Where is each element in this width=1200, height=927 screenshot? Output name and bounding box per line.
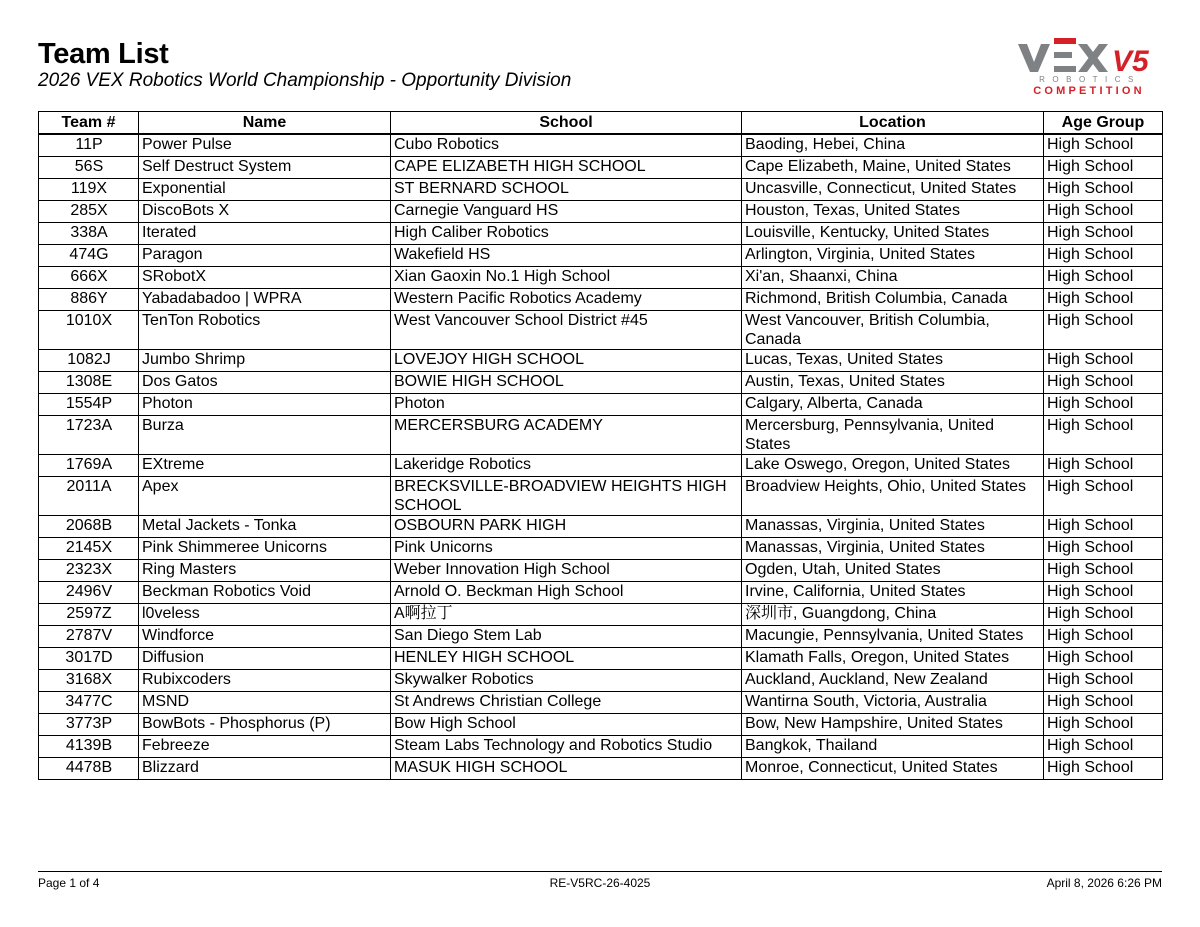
cell-team-name: SRobotX [139,267,391,289]
generated-date: April 8, 2026 6:26 PM [1046,876,1162,890]
cell-team-name: Apex [139,477,391,516]
cell-team-name: Paragon [139,245,391,267]
cell-team-name: Yabadabadoo | WPRA [139,289,391,311]
cell-location: Macungie, Pennsylvania, United States [742,626,1044,648]
cell-team-number: 1308E [39,372,139,394]
cell-location: Wantirna South, Victoria, Australia [742,692,1044,714]
table-row [39,350,1163,372]
cell-school: MERCERSBURG ACADEMY [391,416,742,455]
cell-team-number: 474G [39,245,139,267]
column-header-school: School [391,112,742,135]
cell-team-number: 3168X [39,670,139,692]
cell-team-name: EXtreme [139,455,391,477]
logo-robotics-text: ROBOTICS [1039,75,1141,84]
cell-age-group: High School [1044,477,1163,516]
cell-team-name: MSND [139,692,391,714]
cell-team-number: 3477C [39,692,139,714]
cell-location: Auckland, Auckland, New Zealand [742,670,1044,692]
cell-age-group: High School [1044,394,1163,416]
table-row [39,223,1163,245]
cell-location: Baoding, Hebei, China [742,134,1044,157]
cell-team-name: Pink Shimmeree Unicorns [139,538,391,560]
cell-school: Arnold O. Beckman High School [391,582,742,604]
cell-age-group: High School [1044,372,1163,394]
cell-school: ST BERNARD SCHOOL [391,179,742,201]
cell-team-number: 4478B [39,758,139,780]
cell-location: Manassas, Virginia, United States [742,538,1044,560]
cell-team-name: Beckman Robotics Void [139,582,391,604]
column-header-name: Name [139,112,391,135]
cell-school: CAPE ELIZABETH HIGH SCHOOL [391,157,742,179]
table-row [39,245,1163,267]
table-row [39,692,1163,714]
cell-location: Lucas, Texas, United States [742,350,1044,372]
cell-age-group: High School [1044,692,1163,714]
cell-school: St Andrews Christian College [391,692,742,714]
logo-e-mid-bar [1054,52,1072,58]
cell-school: High Caliber Robotics [391,223,742,245]
cell-team-name: Power Pulse [139,134,391,157]
cell-location: Louisville, Kentucky, United States [742,223,1044,245]
footer-divider [38,871,1162,872]
table-row [39,670,1163,692]
column-header-age-group: Age Group [1044,112,1163,135]
cell-team-name: Rubixcoders [139,670,391,692]
cell-school: Lakeridge Robotics [391,455,742,477]
cell-age-group: High School [1044,736,1163,758]
event-code: RE-V5RC-26-4025 [549,876,651,890]
cell-location: Manassas, Virginia, United States [742,516,1044,538]
cell-location: Mercersburg, Pennsylvania, United States [742,416,1044,455]
cell-team-number: 338A [39,223,139,245]
cell-team-name: Metal Jackets - Tonka [139,516,391,538]
table-row [39,201,1163,223]
cell-age-group: High School [1044,516,1163,538]
cell-school: San Diego Stem Lab [391,626,742,648]
cell-team-name: TenTon Robotics [139,311,391,350]
cell-age-group: High School [1044,582,1163,604]
cell-school: West Vancouver School District #45 [391,311,742,350]
cell-school: Bow High School [391,714,742,736]
cell-team-name: Febreeze [139,736,391,758]
cell-school: Wakefield HS [391,245,742,267]
team-list-table [38,111,1163,780]
cell-school: Steam Labs Technology and Robotics Studio [391,736,742,758]
cell-team-name: l0veless [139,604,391,626]
cell-age-group: High School [1044,289,1163,311]
cell-team-name: Blizzard [139,758,391,780]
cell-school: BRECKSVILLE-BROADVIEW HEIGHTS HIGH SCHOOL [391,477,742,516]
cell-age-group: High School [1044,538,1163,560]
cell-school: OSBOURN PARK HIGH [391,516,742,538]
table-row [39,455,1163,477]
cell-location: Monroe, Connecticut, United States [742,758,1044,780]
cell-age-group: High School [1044,648,1163,670]
cell-team-name: Jumbo Shrimp [139,350,391,372]
cell-team-number: 4139B [39,736,139,758]
cell-location: Bangkok, Thailand [742,736,1044,758]
cell-age-group: High School [1044,223,1163,245]
table-row [39,648,1163,670]
cell-school: HENLEY HIGH SCHOOL [391,648,742,670]
cell-age-group: High School [1044,560,1163,582]
logo-competition-text: COMPETITION [1033,85,1145,96]
cell-age-group: High School [1044,245,1163,267]
table-row [39,582,1163,604]
column-header-location: Location [742,112,1044,135]
table-row [39,394,1163,416]
cell-age-group: High School [1044,626,1163,648]
cell-team-number: 3773P [39,714,139,736]
cell-team-number: 2011A [39,477,139,516]
vex-v5-logo [1016,38,1166,96]
cell-age-group: High School [1044,179,1163,201]
cell-location: Uncasville, Connecticut, United States [742,179,1044,201]
cell-team-name: Windforce [139,626,391,648]
cell-location: West Vancouver, British Columbia, Canada [742,311,1044,350]
table-row [39,516,1163,538]
cell-team-number: 2145X [39,538,139,560]
cell-location: Irvine, California, United States [742,582,1044,604]
cell-age-group: High School [1044,201,1163,223]
table-row [39,311,1163,350]
cell-team-number: 119X [39,179,139,201]
cell-location: 深圳市, Guangdong, China [742,604,1044,626]
logo-v5-text: V5 [1112,45,1149,78]
logo-e-top-bar [1054,38,1076,44]
cell-school: Xian Gaoxin No.1 High School [391,267,742,289]
cell-school: Carnegie Vanguard HS [391,201,742,223]
table-row [39,157,1163,179]
cell-team-number: 3017D [39,648,139,670]
cell-team-number: 1769A [39,455,139,477]
cell-age-group: High School [1044,714,1163,736]
table-row [39,736,1163,758]
cell-school: Skywalker Robotics [391,670,742,692]
cell-team-name: Photon [139,394,391,416]
cell-team-number: 11P [39,134,139,157]
cell-age-group: High School [1044,134,1163,157]
cell-team-name: Burza [139,416,391,455]
page-number: Page 1 of 4 [38,876,100,890]
cell-team-number: 2787V [39,626,139,648]
cell-location: Cape Elizabeth, Maine, United States [742,157,1044,179]
logo-e-bottom-bar [1054,66,1076,72]
cell-team-name: Dos Gatos [139,372,391,394]
cell-school: Western Pacific Robotics Academy [391,289,742,311]
cell-age-group: High School [1044,311,1163,350]
cell-location: Arlington, Virginia, United States [742,245,1044,267]
table-row [39,626,1163,648]
table-row [39,289,1163,311]
table-row [39,714,1163,736]
cell-team-name: Ring Masters [139,560,391,582]
table-row [39,604,1163,626]
cell-school: MASUK HIGH SCHOOL [391,758,742,780]
cell-age-group: High School [1044,604,1163,626]
page-subtitle: 2026 VEX Robotics World Championship - Opportunity Division [38,70,572,91]
cell-team-name: Iterated [139,223,391,245]
cell-school: A啊拉丁 [391,604,742,626]
cell-location: Broadview Heights, Ohio, United States [742,477,1044,516]
cell-age-group: High School [1044,758,1163,780]
cell-location: Xi'an, Shaanxi, China [742,267,1044,289]
cell-team-number: 2496V [39,582,139,604]
cell-team-number: 666X [39,267,139,289]
cell-location: Calgary, Alberta, Canada [742,394,1044,416]
cell-location: Klamath Falls, Oregon, United States [742,648,1044,670]
table-row [39,372,1163,394]
cell-school: Weber Innovation High School [391,560,742,582]
cell-school: Photon [391,394,742,416]
cell-team-name: DiscoBots X [139,201,391,223]
cell-team-number: 285X [39,201,139,223]
cell-team-name: Diffusion [139,648,391,670]
cell-location: Lake Oswego, Oregon, United States [742,455,1044,477]
cell-team-number: 56S [39,157,139,179]
cell-team-number: 886Y [39,289,139,311]
cell-location: Ogden, Utah, United States [742,560,1044,582]
table-row [39,758,1163,780]
table-row [39,179,1163,201]
cell-age-group: High School [1044,157,1163,179]
page-title: Team List [38,38,169,70]
cell-age-group: High School [1044,455,1163,477]
cell-location: Richmond, British Columbia, Canada [742,289,1044,311]
logo-v-mark [1018,44,1050,72]
cell-team-number: 1010X [39,311,139,350]
table-row [39,538,1163,560]
cell-age-group: High School [1044,267,1163,289]
cell-location: Houston, Texas, United States [742,201,1044,223]
table-header-row [39,112,1163,135]
cell-team-number: 2597Z [39,604,139,626]
cell-age-group: High School [1044,670,1163,692]
cell-team-name: Self Destruct System [139,157,391,179]
cell-school: Pink Unicorns [391,538,742,560]
cell-team-name: Exponential [139,179,391,201]
cell-location: Austin, Texas, United States [742,372,1044,394]
cell-location: Bow, New Hampshire, United States [742,714,1044,736]
cell-age-group: High School [1044,416,1163,455]
cell-team-number: 1554P [39,394,139,416]
cell-age-group: High School [1044,350,1163,372]
cell-team-number: 2068B [39,516,139,538]
cell-team-number: 2323X [39,560,139,582]
column-header-team: Team # [39,112,139,135]
table-row [39,267,1163,289]
cell-team-name: BowBots - Phosphorus (P) [139,714,391,736]
table-row [39,477,1163,516]
cell-school: BOWIE HIGH SCHOOL [391,372,742,394]
cell-team-number: 1723A [39,416,139,455]
cell-school: LOVEJOY HIGH SCHOOL [391,350,742,372]
table-row [39,416,1163,455]
table-row [39,134,1163,157]
cell-school: Cubo Robotics [391,134,742,157]
table-row [39,560,1163,582]
cell-team-number: 1082J [39,350,139,372]
